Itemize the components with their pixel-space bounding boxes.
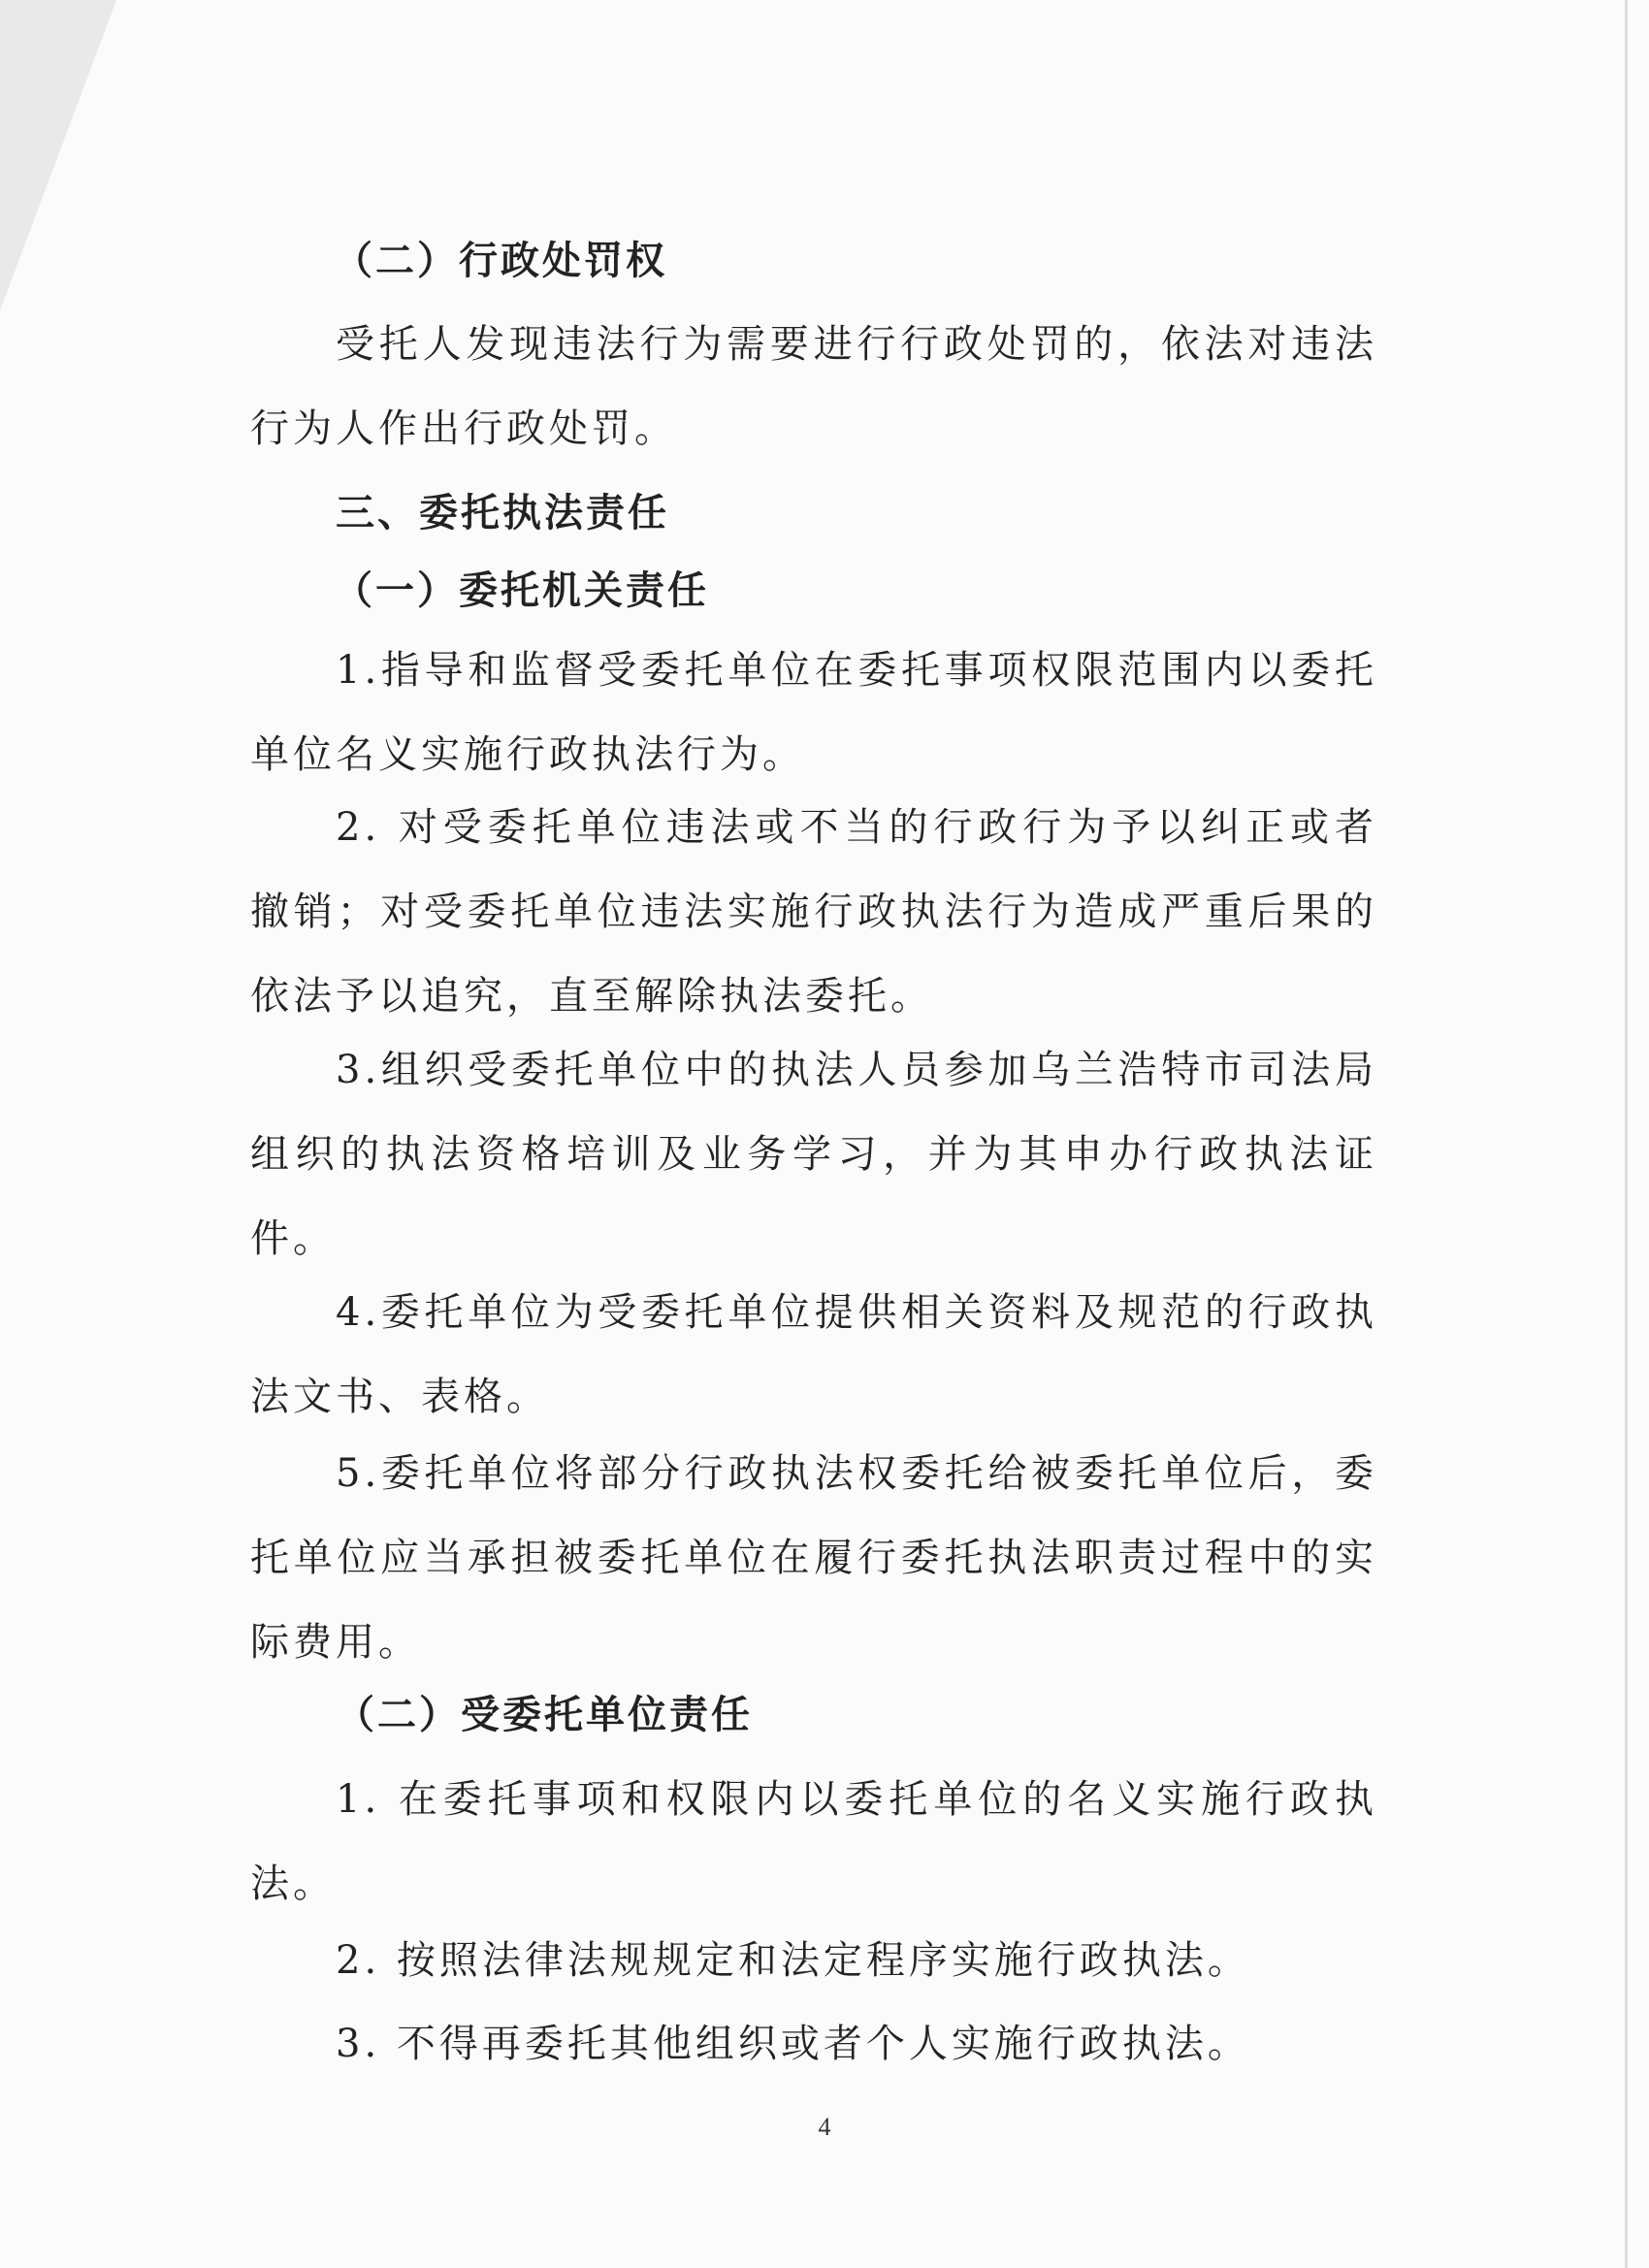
paragraph-item-4-documents: 4.委托单位为受委托单位提供相关资料及规范的行政执法文书、表格。 bbox=[250, 1290, 1377, 1419]
paragraph-unit-item-3: 3. 不得再委托其他组织或者个人实施行政执法。 bbox=[336, 2022, 1250, 2066]
paragraph-item-3-training: 3.组织受委托单位中的执法人员参加乌兰浩特市司法局组织的执法资格培训及业务学习，并为其申办行政执法证件。 bbox=[250, 1048, 1377, 1261]
scan-fold-shadow bbox=[0, 0, 116, 310]
scan-edge-line bbox=[1625, 0, 1628, 2268]
subheading-entrusted-unit-responsibility: （二）受委托单位责任 bbox=[336, 1693, 753, 1737]
paragraph-item-1-guidance: 1.指导和监督受委托单位在委托事项权限范围内以委托单位名义实施行政执法行为。 bbox=[250, 648, 1377, 777]
subheading-entrusting-authority-responsibility: （一）委托机关责任 bbox=[334, 568, 709, 613]
page-number: 4 bbox=[818, 2113, 831, 2141]
paragraph-penalty-power: 受托人发现违法行为需要进行行政处罚的，依法对违法行为人作出行政处罚。 bbox=[250, 322, 1377, 451]
paragraph-unit-item-2: 2. 按照法律法规规定和法定程序实施行政执法。 bbox=[336, 1938, 1250, 1983]
paragraph-unit-item-1: 1. 在委托事项和权限内以委托单位的名义实施行政执法。 bbox=[250, 1777, 1377, 1906]
paragraph-item-2-correction: 2. 对受委托单位违法或不当的行政行为予以纠正或者撤销；对受委托单位违法实施行政执法行为造成严重后果的依法予以追究，直至解除执法委托。 bbox=[250, 805, 1377, 1019]
heading-entrusted-enforcement-responsibility: 三、委托执法责任 bbox=[336, 491, 669, 535]
subheading-administrative-penalty: （二）行政处罚权 bbox=[334, 239, 667, 283]
paragraph-item-5-costs: 5.委托单位将部分行政执法权委托给被委托单位后，委托单位应当承担被委托单位在履行委托执法职责过程中的实际费用。 bbox=[250, 1451, 1377, 1665]
